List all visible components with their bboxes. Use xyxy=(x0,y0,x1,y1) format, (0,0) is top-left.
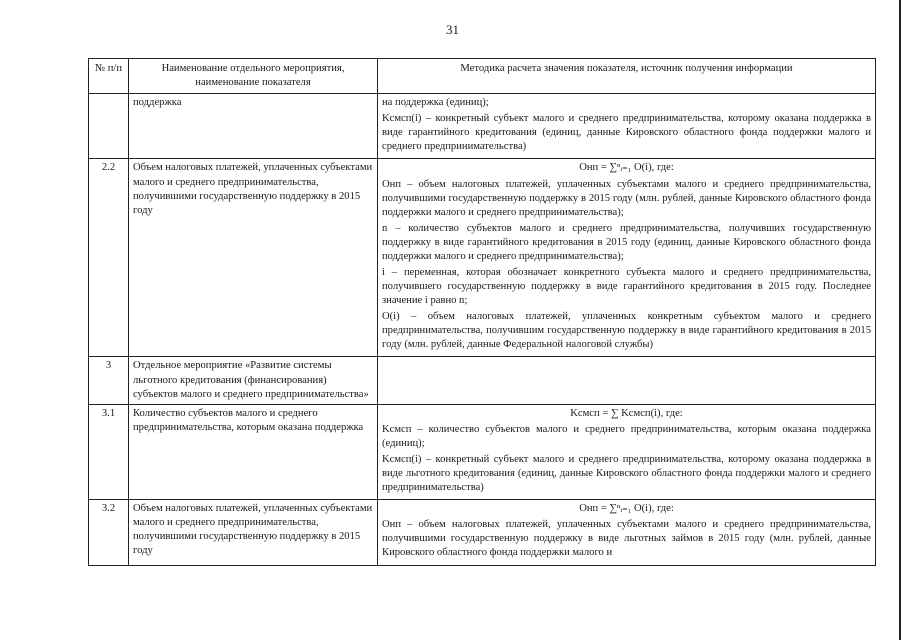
formula: Онп = ∑ⁿᵢ₌₁ О(i), где: xyxy=(579,503,674,515)
indicator-name: Объем налоговых платежей, уплаченных субъектами малого и среднего предпринимательства, получившими государственную поддержку в 2015 году xyxy=(129,500,378,565)
page-edge-line xyxy=(899,0,901,640)
method-paragraph: i – переменная, которая обозначает конкретного субъекта малого и среднего предпринимательства, получившего государственную поддержку в виде гарантийного кредитования в 2015 году. Последнее значение i равно n; xyxy=(382,267,871,307)
row-number xyxy=(89,94,129,159)
method-cell xyxy=(378,404,876,499)
table-row xyxy=(89,357,876,404)
method-paragraph: Онп – объем налоговых платежей, уплаченных субъектами малого и среднего предпринимательства, получившими государственную поддержку в 2015 году (млн. рублей, данные Кировского областного фонда поддержки малого и среднего предпринимательства); xyxy=(382,178,871,218)
table-row xyxy=(89,404,876,499)
method-paragraph: Kсмсп(i) – конкретный субъект малого и среднего предпринимательства, которому оказана поддержка в виде гарантийного кредитования (единиц, данные Кировского областного фонда поддержки малого и среднего предпринимательства) xyxy=(382,113,871,153)
table-row xyxy=(89,94,876,159)
row-number: 2.2 xyxy=(89,159,129,357)
indicator-name: Объем налоговых платежей, уплаченных субъектами малого и среднего предпринимательства, получившими государственную поддержку в 2015 году xyxy=(129,159,378,357)
formula: Онп = ∑ⁿᵢ₌₁ О(i), где: xyxy=(579,162,674,174)
header-num: № п/п xyxy=(89,59,129,94)
method-paragraph: на поддержка (единиц); xyxy=(382,97,489,109)
indicator-name: Количество субъектов малого и среднего предпринимательства, которым оказана поддержка xyxy=(129,404,378,499)
method-paragraph: Kсмсп – количество субъектов малого и среднего предпринимательства, которым оказана поддержка (единиц); xyxy=(382,423,871,449)
method-cell xyxy=(378,159,876,357)
method-paragraph: Онп – объем налоговых платежей, уплаченных субъектами малого и среднего предпринимательства, получившими государственную поддержку в виде льготных займов в 2015 году (млн. рублей, данные Кировского областного фонда поддержки малого и xyxy=(382,519,871,559)
table-row xyxy=(89,159,876,357)
formula: Kсмсп = ∑ Kсмсп(i), где: xyxy=(570,407,683,419)
method-paragraph: О(i) – объем налоговых платежей, уплаченных конкретным субъектом малого и среднего предпринимательства, получившим государственную поддержку в виде гарантийного кредитования в 2015 году (млн. рублей, данные Федеральной налоговой службы) xyxy=(382,311,871,351)
row-number: 3.1 xyxy=(89,404,129,499)
indicator-name: поддержка xyxy=(129,94,378,159)
table-row xyxy=(89,500,876,565)
method-cell xyxy=(378,500,876,565)
method-cell xyxy=(378,357,876,404)
table-header-row xyxy=(89,59,876,94)
method-paragraph: Kсмсп(i) – конкретный субъект малого и среднего предпринимательства, которому оказана поддержка в виде льготного кредитования (единиц, данные Кировского областного фонда поддержки малого и среднего предпринимательства) xyxy=(382,453,871,494)
method-cell xyxy=(378,94,876,159)
row-number: 3.2 xyxy=(89,500,129,565)
indicator-name: Отдельное мероприятие «Развитие системы льготного кредитования (финансирования) субъектов малого и среднего предпринимательства» xyxy=(129,357,378,404)
header-name: Наименование отдельного мероприятия, наименование показателя xyxy=(129,59,378,94)
page-number: 31 xyxy=(446,22,459,37)
header-method: Методика расчета значения показателя, источник получения информации xyxy=(378,59,876,94)
indicators-table xyxy=(88,58,876,566)
method-paragraph: n – количество субъектов малого и среднего предпринимательства, получивших государственную поддержку в виде гарантийного кредитования в 2015 году (единиц, данные Кировского областного фонда поддержки малого и среднего предпринимательства); xyxy=(382,222,871,262)
row-number: 3 xyxy=(89,357,129,404)
